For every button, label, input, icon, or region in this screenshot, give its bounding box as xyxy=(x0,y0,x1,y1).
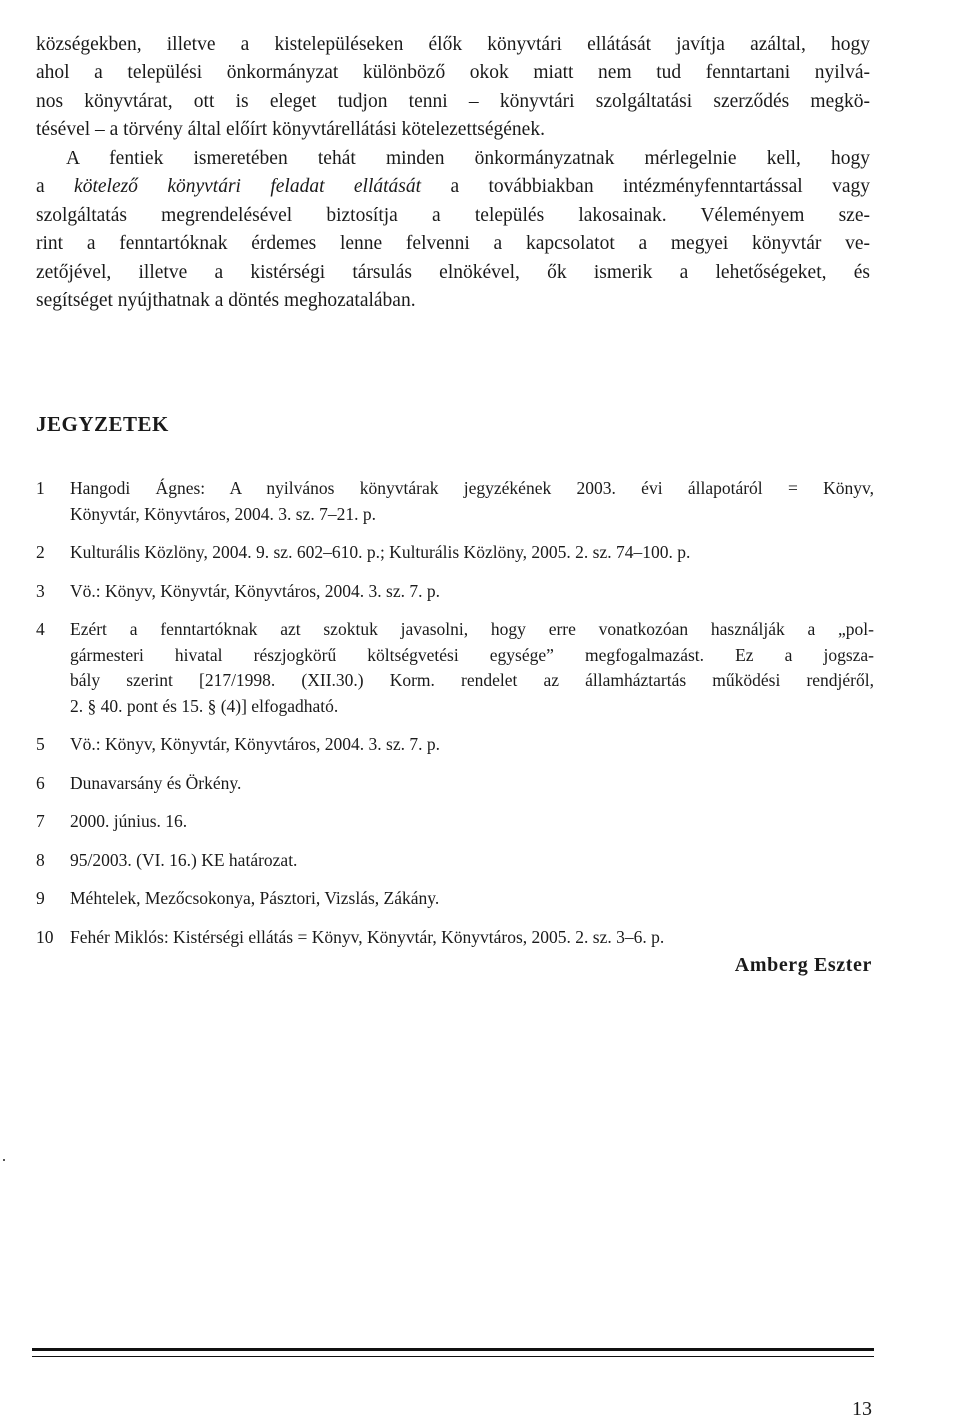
body-paragraph-2 xyxy=(36,145,870,315)
note-text xyxy=(70,809,874,835)
text-line: községekben, illetve a kistelepüléseken élők könyvtári ellátását javítja azáltal, hogy xyxy=(36,34,870,55)
note-item xyxy=(36,886,874,912)
note-item xyxy=(36,732,874,758)
scan-speck xyxy=(3,1159,5,1161)
note-line: Hangodi Ágnes: A nyilvános könyvtárak jegyzékének 2003. évi állapotáról = Könyv, xyxy=(70,478,874,498)
note-line: Vö.: Könyv, Könyvtár, Könyvtáros, 2004. 3. sz. 7. p. xyxy=(70,580,441,601)
note-text xyxy=(70,476,874,527)
note-line: Fehér Miklós: Kistérségi ellátás = Könyv, Könyvtár, Könyvtáros, 2005. 2. sz. 3–6. p. xyxy=(70,926,665,947)
note-line: gármesteri hivatal részjogkörű költségvetési egysége” megfogalmazást. Ez a jogsza- xyxy=(70,644,874,665)
text-line: rint a fenntartóknak érdemes lenne felvenni a kapcsolatot a megyei könyvtár ve- xyxy=(36,233,870,255)
text-line: ahol a települési önkormányzat különböző okok miatt nem tud fenntartani nyilvá- xyxy=(36,62,870,84)
note-number: 9 xyxy=(36,888,45,908)
note-item xyxy=(36,540,874,566)
text-line: A fentiek ismeretében tehát minden önkormányzatnak mérlegelnie kell, hogy xyxy=(66,148,870,169)
footer-rule-thin xyxy=(32,1356,874,1357)
note-number: 6 xyxy=(36,772,45,793)
note-line: Dunavarsány és Örkény. xyxy=(70,772,242,793)
note-line: Ezért a fenntartóknak azt szoktuk javasolni, hogy erre vonatkozóan használják a „pol- xyxy=(70,619,874,639)
note-line: 2000. június. 16. xyxy=(70,811,188,831)
note-line: 95/2003. (VI. 16.) KE határozat. xyxy=(70,849,298,870)
text-line: szolgáltatás megrendelésével biztosítja a település lakosainak. Véleményem sze- xyxy=(36,204,870,226)
page-number: 13 xyxy=(852,1398,872,1420)
text-line-with-italic xyxy=(36,173,870,201)
note-number: 1 xyxy=(36,478,45,498)
note-line: Könyvtár, Könyvtáros, 2004. 3. sz. 7–21. p. xyxy=(70,503,377,524)
note-item xyxy=(36,925,874,951)
note-item xyxy=(36,848,874,874)
note-number: 8 xyxy=(36,849,45,870)
text-line: zetőjével, illetve a kistérségi társulás elnökével, ők ismerik a lehetőségeket, és xyxy=(36,261,870,283)
note-text xyxy=(70,771,874,797)
author-signature: Amberg Eszter xyxy=(734,954,872,976)
note-line: Vö.: Könyv, Könyvtár, Könyvtáros, 2004. 3. sz. 7. p. xyxy=(70,734,441,754)
note-text xyxy=(70,886,874,912)
body-paragraph-1 xyxy=(36,31,870,145)
text-fragment: a továbbiakban intézményfenntartással vagy xyxy=(450,176,871,198)
note-line: 2. § 40. pont és 15. § (4)] elfogadható. xyxy=(70,695,339,716)
text-fragment: a xyxy=(36,176,45,198)
note-line: bály szerint [217/1998. (XII.30.) Korm. rendelet az államháztartás működési rendjéről, xyxy=(70,670,874,690)
text-line: segítséget nyújthatnak a döntés meghozatalában. xyxy=(36,290,416,312)
note-number: 4 xyxy=(36,619,45,639)
note-number: 10 xyxy=(36,926,54,947)
text-line: tésével – a törvény által előírt könyvtárellátási kötelezettségének. xyxy=(36,119,545,141)
note-number: 7 xyxy=(36,811,45,831)
note-item xyxy=(36,809,874,835)
italic-emphasis: kötelező könyvtári feladat ellátását xyxy=(74,176,422,198)
notes-list xyxy=(36,476,874,963)
note-text xyxy=(70,732,874,758)
note-number: 3 xyxy=(36,580,45,601)
note-text xyxy=(70,540,874,566)
note-text xyxy=(70,579,874,605)
note-item xyxy=(36,476,874,527)
note-line: Méhtelek, Mezőcsokonya, Pásztori, Vizslás, Zákány. xyxy=(70,888,440,908)
note-item xyxy=(36,771,874,797)
note-line: Kulturális Közlöny, 2004. 9. sz. 602–610. p.; Kulturális Közlöny, 2005. 2. sz. 74–100. p. xyxy=(70,542,691,562)
notes-heading: JEGYZETEK xyxy=(36,412,169,436)
text-line: nos könyvtárat, ott is eleget tudjon tenni – könyvtári szolgáltatási szerződés megkö- xyxy=(36,90,870,112)
note-text xyxy=(70,848,874,874)
note-item xyxy=(36,617,874,719)
note-text xyxy=(70,617,874,719)
note-text xyxy=(70,925,874,951)
note-number: 2 xyxy=(36,542,45,562)
note-number: 5 xyxy=(36,734,45,754)
note-item xyxy=(36,579,874,605)
footer-rule-thick xyxy=(32,1348,874,1351)
